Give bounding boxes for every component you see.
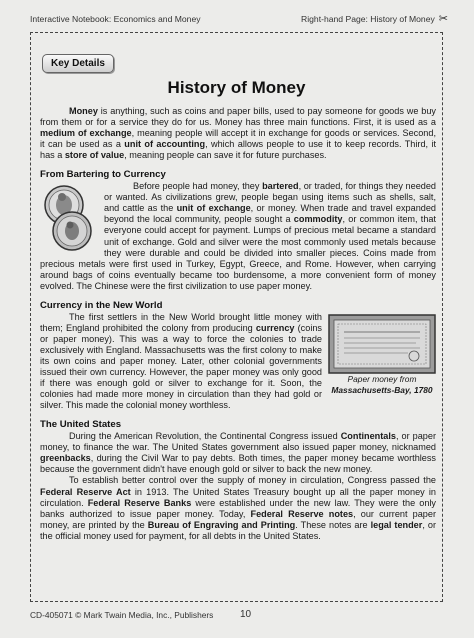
page-number: 10 <box>240 609 252 620</box>
header-left: Interactive Notebook: Economics and Money <box>30 14 201 24</box>
colonial-paper-money-image <box>328 314 436 374</box>
us-paragraph-2: To establish better control over the supply of money in circulation, Congress passed the Federal Reserve Act in 1913. The United States Treasury bought up all the paper money in circulation. Federal Reserve Banks were established under the new law. They were the only banks authorized to issue paper money. Today, Federal Reserve notes, our current paper money, are printed by the Bureau of Engraving and Printing. These notes are legal tender, or the official money used for payment, for all debts in the United States. <box>40 475 436 541</box>
scissors-icon: ✂ <box>438 13 448 25</box>
paper-money-figure <box>328 314 436 396</box>
page-footer <box>30 610 444 620</box>
footer-copyright: CD-405071 © Mark Twain Media, Inc., Publishers <box>30 610 214 620</box>
page-title: History of Money <box>167 78 306 97</box>
intro-paragraph: Money is anything, such as coins and paper bills, used to pay someone for goods we buy from them or for a service they do for us. Money has three main functions. First, it is used as a medium of exchange, meaning people will accept it in exchange for goods or services. Second, it can be used as a unit of accounting, which allows people to use it to keep records. Third, it has a store of value, meaning people can save it for future purchases. <box>40 106 437 161</box>
section-heading-new-world: Currency in the New World <box>40 299 163 311</box>
us-paragraph-1: During the American Revolution, the Continental Congress issued Continentals, or paper money, to finance the war. The United States government also issued paper money, nicknamed greenbacks, during the Civil War to pay debts. Both times, the paper money became worthless because the government didn't have enough gold or silver to back the new money. <box>40 431 436 475</box>
page-header <box>30 14 448 24</box>
bartering-paragraph: Before people had money, they bartered, or traded, for things they needed or wanted. As civilizations grew, people began using items such as shells, salt, and cattle as the unit of exchange, or money. When trade and travel expanded beyond the local community, people sought a commodity, or common item, that everyone could accept for payment. Lumps of precious metal became a standard unit of exchange. Gold and silver were the most commonly used metals because they were durable and could be divided into smaller pieces. Coins made from precious metals were first used in Turkey, Egypt, Greece, and Rome. However, when carrying around bags of coins eventually became too burdensome, a more convenient form of money evolved. The Chinese were the first civilization to use paper money. <box>40 181 437 291</box>
header-right: Right-hand Page: History of Money <box>301 14 435 24</box>
paper-money-caption: Paper money from Massachusetts-Bay, 1780 <box>331 373 433 395</box>
article-body <box>40 106 436 542</box>
new-world-paragraph: Paper money from Massachusetts-Bay, 1780 The first settlers in the New World brought little money with them; England prohibited the colony from producing currency (coins or paper money). This was a way to force the colonies to trade exclusively with England. Massachusetts was the first colony to make its own coins and paper money. Later, other colonial governments issued their own currency. However, the paper money was only good if there was enough gold or silver to exchange for it. Soon, the colonies had made more money in circulation than they had gold or silver. This made the colonial money worthless. <box>40 312 436 411</box>
key-details-label: Key Details <box>42 54 114 73</box>
section-heading-bartering: From Bartering to Currency <box>40 169 166 181</box>
ancient-coins-image <box>40 183 96 253</box>
section-heading-united-states: The United States <box>40 419 122 431</box>
